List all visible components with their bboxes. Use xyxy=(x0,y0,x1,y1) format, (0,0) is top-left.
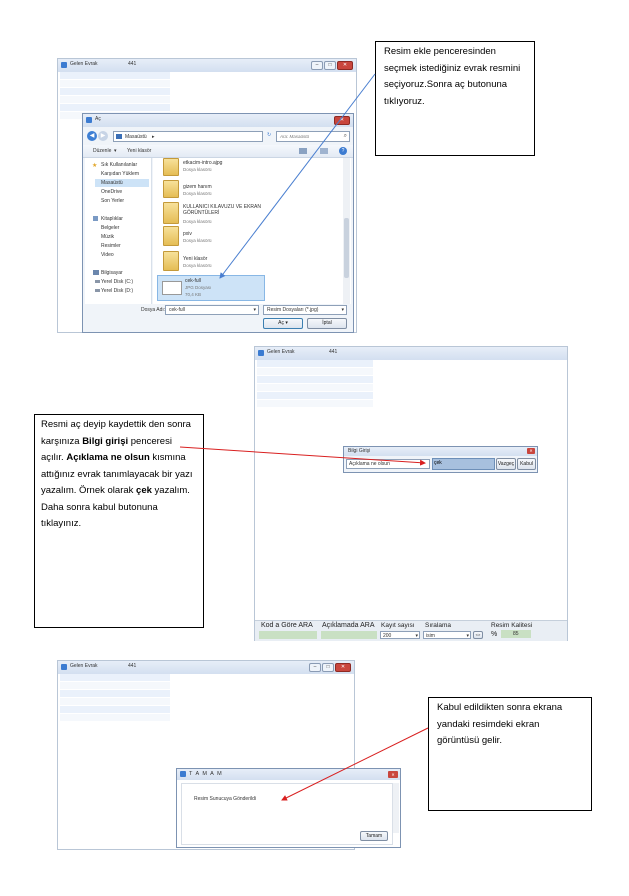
message-text: Resim Sunucuya Gönderildi xyxy=(194,796,256,802)
record-count-value: 200 xyxy=(383,633,392,639)
forward-arrow-icon[interactable]: ▶ xyxy=(98,131,108,141)
dialog-title: T A M A M xyxy=(189,771,223,777)
file-name[interactable]: pxiv xyxy=(183,231,192,237)
dialog-close-button[interactable]: ✕ xyxy=(334,116,350,125)
filetype-value: Resim Dosyaları (*.jpg) xyxy=(267,307,319,313)
libraries-header[interactable]: Kitaplıklar xyxy=(101,216,123,222)
sidebar-item-documents[interactable]: Belgeler xyxy=(101,225,120,231)
filename-label: Dosya Adı: xyxy=(141,307,166,313)
file-type: Dosya klasörü xyxy=(183,263,212,268)
organize-menu[interactable]: Düzenle xyxy=(93,148,112,154)
note-bold-info-entry: Bilgi girişi xyxy=(82,435,129,447)
record-count: 441 xyxy=(128,61,137,67)
window-title: Gelen Evrak xyxy=(267,349,295,355)
chevron-down-icon: ▾ xyxy=(253,307,256,313)
close-button[interactable]: ✕ xyxy=(335,663,351,672)
ok-button-label: Tamam xyxy=(365,833,383,839)
minimize-button[interactable]: – xyxy=(309,663,321,672)
file-type: Dosya klasörü xyxy=(183,167,212,172)
red-arrow-info-entry xyxy=(180,447,425,463)
chevron-down-icon: ▾ xyxy=(285,320,288,326)
maximize-button[interactable]: □ xyxy=(322,663,334,672)
selected-file-size: 70,4 KB xyxy=(185,292,202,297)
dialog-close-button[interactable]: ✕ xyxy=(388,771,398,778)
close-button[interactable]: ✕ xyxy=(337,61,353,70)
refresh-icon[interactable]: ↻ xyxy=(267,132,272,138)
chevron-right-icon: ▸ xyxy=(152,134,155,140)
search-icon: ⌕ xyxy=(343,133,347,139)
file-name[interactable]: Yeni klasör xyxy=(183,256,208,262)
code-search-label: Kod a Göre ARA xyxy=(261,622,313,629)
chevron-down-icon: ▾ xyxy=(466,633,469,639)
note-text: Kabul edildikten sonra ekrana yandaki resimdeki ekran görüntüsü gelir. xyxy=(437,702,563,746)
file-type: Dosya klasörü xyxy=(183,191,212,196)
note-bold-description-field: Açıklama ne olsun xyxy=(66,452,150,463)
address-path: Masaüstü xyxy=(125,134,147,140)
dialog-title: Aç xyxy=(95,116,101,122)
sidebar-item-desktop[interactable]: Masaüstü xyxy=(101,180,123,186)
note-text-part-1: Resmi aç deyip kaydettik den sonra karşınıza xyxy=(41,419,191,447)
sidebar-item-drive-c[interactable]: Yerel Disk (C:) xyxy=(101,279,134,285)
blue-arrow xyxy=(220,74,375,278)
minimize-button[interactable]: – xyxy=(311,61,323,70)
note-text: Resim ekle penceresinden seçmek istediğiniz evrak resmini seçiyoruz.Sonra aç butonuna tıklıyoruz. xyxy=(384,46,521,107)
note-text-part-3: kısmına attığınız evrak tanımlayacak bir yazı yazalım. Örnek olarak xyxy=(41,452,193,496)
quality-value: 85 xyxy=(513,631,519,637)
selected-file-type: JPG Dosyası xyxy=(185,285,212,290)
sort-button-label: <> xyxy=(475,632,481,637)
desc-search-label: Açıklamada ARA xyxy=(322,622,375,629)
sidebar-item-video[interactable]: Video xyxy=(101,252,114,258)
file-type: Dosya klasörü xyxy=(183,238,212,243)
sidebar-item-music[interactable]: Müzik xyxy=(101,234,115,240)
search-placeholder: Ara: Masaüstü xyxy=(280,134,310,139)
quality-label: Resim Kalitesi xyxy=(491,622,533,629)
dialog-close-button[interactable]: ✕ xyxy=(527,448,535,454)
file-name[interactable]: etkacim-intro.ajpg xyxy=(183,160,223,166)
star-icon: ★ xyxy=(92,163,98,169)
note-text-part-4: yazalım. Daha sonra kabul butonuna tıklayınız. xyxy=(41,485,190,529)
file-name[interactable]: gizem hanım xyxy=(183,184,212,190)
description-value: çek xyxy=(434,460,442,466)
computer-header[interactable]: Bilgisayar xyxy=(101,270,123,276)
help-icon[interactable]: ? xyxy=(339,147,347,155)
cancel-button-label: İptal xyxy=(322,320,332,326)
chevron-down-icon: ▾ xyxy=(415,633,418,639)
sidebar-item-recent[interactable]: Son Yerler xyxy=(101,198,125,204)
red-arrow-confirmation xyxy=(282,728,428,800)
maximize-button[interactable]: □ xyxy=(324,61,336,70)
filename-value: cek-full xyxy=(169,307,185,313)
new-folder-button[interactable]: Yeni klasör xyxy=(127,148,152,154)
chevron-down-icon: ▾ xyxy=(341,307,344,313)
description-label: Açıklama ne olsun xyxy=(349,461,390,467)
file-name[interactable]: KULLANICI KILAVUZU VE EKRAN GÖRÜNTÜLERİ xyxy=(183,204,261,216)
selected-file-name: cek-full xyxy=(185,278,201,284)
record-count: 441 xyxy=(128,663,137,669)
open-button-label: Aç xyxy=(278,320,284,326)
sidebar-item-pictures[interactable]: Resimler xyxy=(101,243,121,249)
record-count: 441 xyxy=(329,349,338,355)
sort-label: Sıralama xyxy=(425,622,452,629)
cancel-button-label: Vazgeç xyxy=(497,461,515,467)
note-text-part-2: penceresi açılır. xyxy=(41,435,172,463)
window-title: Gelen Evrak xyxy=(70,61,98,67)
record-count-label: Kayıt sayısı xyxy=(381,622,415,629)
sidebar-item-downloads[interactable]: Karşıdan Yüklem xyxy=(101,171,139,177)
dialog-title: Bilgi Girişi xyxy=(348,448,371,454)
accept-button-label: Kabul xyxy=(520,461,533,467)
quality-unit: % xyxy=(491,631,498,638)
chevron-down-icon: ▾ xyxy=(114,148,117,154)
window-title: Gelen Evrak xyxy=(70,663,98,669)
sidebar-item-onedrive[interactable]: OneDrive xyxy=(101,189,123,195)
back-arrow-icon[interactable]: ◀ xyxy=(87,131,97,141)
favorites-header[interactable]: Sık Kullanılanlar xyxy=(101,162,138,168)
file-type: Dosya klasörü xyxy=(183,219,212,224)
note-bold-example: çek xyxy=(136,485,152,496)
sort-value: isim xyxy=(426,633,435,639)
sidebar-item-drive-d[interactable]: Yerel Disk (D:) xyxy=(101,288,134,294)
